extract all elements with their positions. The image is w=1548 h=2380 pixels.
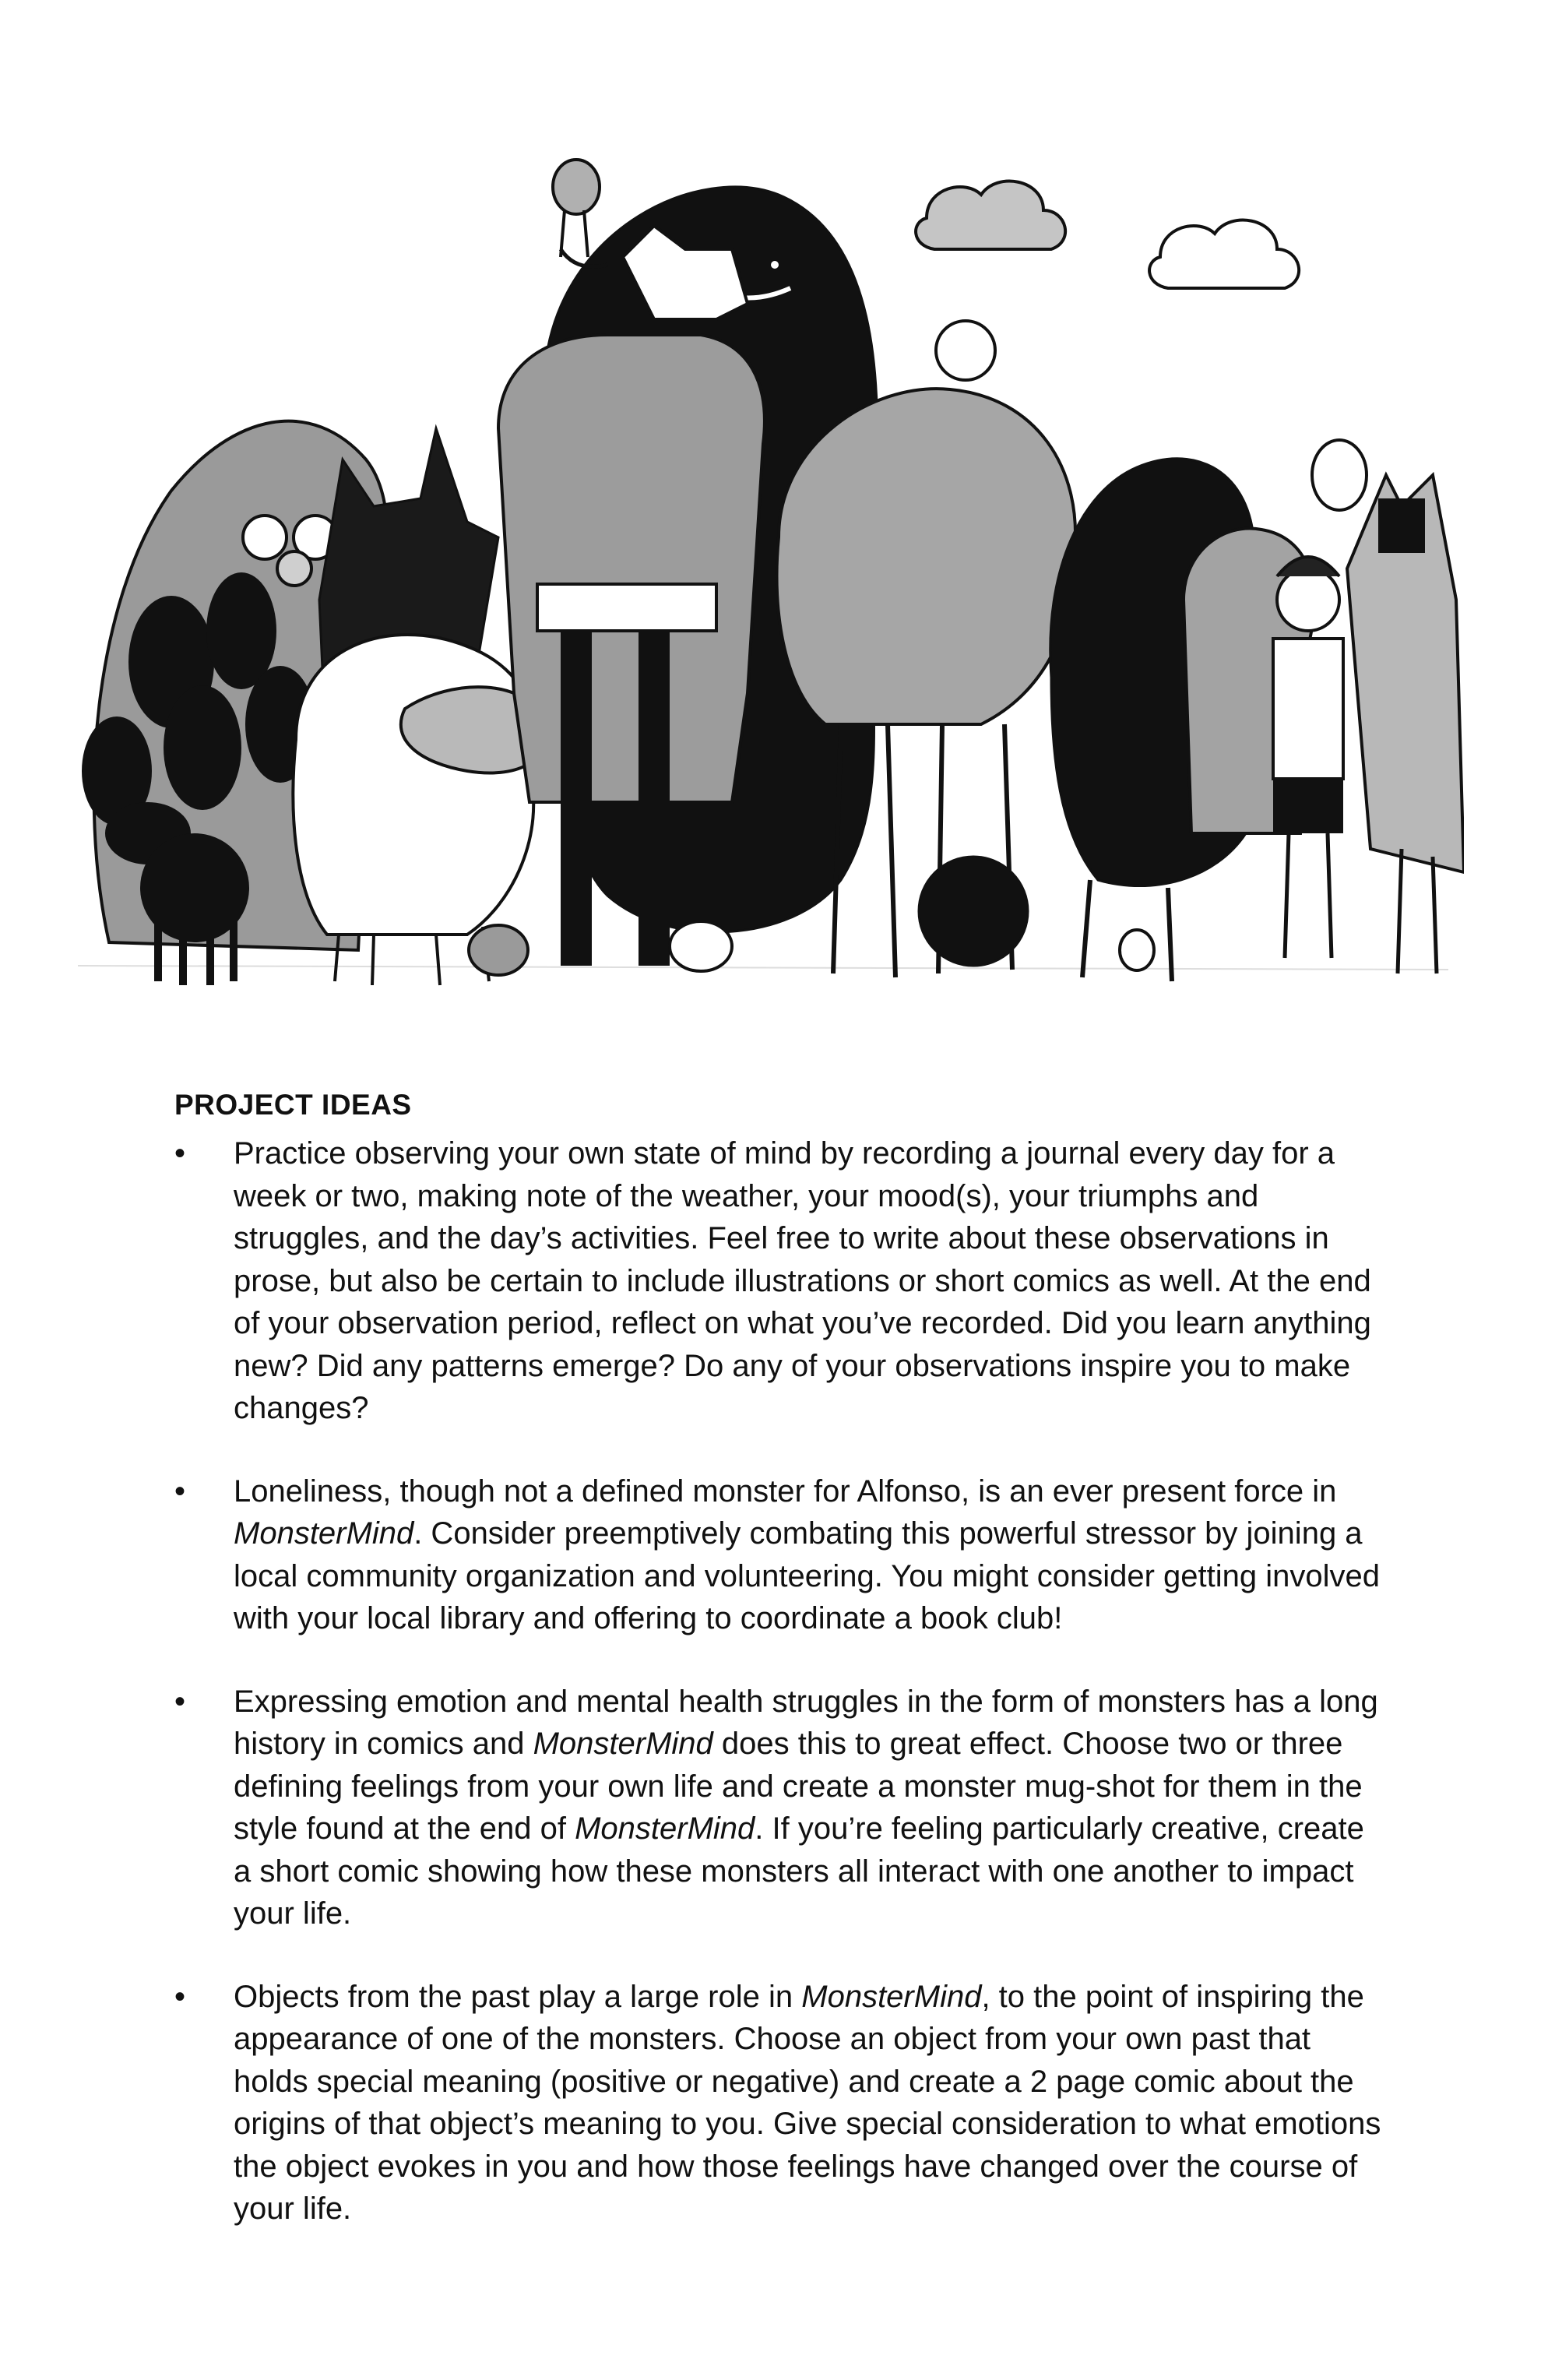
idea-4-segment-1: Objects from the past play a large role in xyxy=(234,1979,802,2014)
idea-1-segment-1: Practice observing your own state of mind by recording a journal every day for a week or two, making note of the weather, your mood(s), your triumphs and struggles, and the day’s activities. Feel free to write about these observations in prose, but also be certain to include illustrations or short comics as well. At the end of your observation period, reflect on what you’ve recorded. Did you learn anything new? Did any patterns emerge? Do any of your observations inspire you to make changes? xyxy=(234,1136,1371,1425)
idea-3-title-italic-1: MonsterMind xyxy=(533,1727,713,1761)
idea-text-2 xyxy=(234,1470,1389,1640)
monster-group-illustration xyxy=(62,132,1464,1005)
idea-2-segment-1: Loneliness, though not a defined monster for Alfonso, is an ever present force in xyxy=(234,1473,1337,1509)
cloud-creatures xyxy=(916,181,1299,288)
project-ideas-heading: PROJECT IDEAS xyxy=(174,1089,412,1121)
project-ideas-list xyxy=(174,1132,1389,2230)
project-ideas-section xyxy=(174,1083,1389,2271)
small-walker-creature xyxy=(553,160,600,257)
idea-3-title-italic-2: MonsterMind xyxy=(575,1811,755,1846)
list-item xyxy=(174,1132,1389,1430)
bullet-icon: • xyxy=(174,1473,186,1509)
bullet-icon: • xyxy=(174,1979,186,2014)
idea-3-segment-5: . If you’re feeling particularly creative, create a short comic showing how these monsters all interact with one another to impact your life. xyxy=(234,1811,1364,1931)
idea-text-4 xyxy=(234,1976,1389,2230)
idea-2-title-italic: MonsterMind xyxy=(234,1516,414,1551)
idea-text-1 xyxy=(234,1132,1389,1430)
idea-text-3 xyxy=(234,1681,1389,1935)
bearded-man-figure xyxy=(1273,557,1343,958)
list-item xyxy=(174,1976,1389,2230)
bullet-icon: • xyxy=(174,1136,186,1171)
list-item xyxy=(174,1681,1389,1935)
idea-2-segment-3: . Consider preemptively combating this powerful stressor by joining a local community organization and volunteering. You might consider getting involved with your local library and offering to coordinate a book club! xyxy=(234,1516,1381,1635)
idea-4-segment-3: , to the point of inspiring the appearance of one of the monsters. Choose an object from your own past that holds special meaning (positive or negative) and create a 2 page comic about the origins of that object’s meaning to you. Give special consideration to what emotions the object evokes in you and how those feelings have changed over the course of your life. xyxy=(234,1979,1381,2226)
idea-3-segment-1: Expressing emotion and mental health struggles in the form of monsters has a long history in comics and xyxy=(234,1684,1378,1761)
monster-group-drawing xyxy=(62,132,1464,1005)
idea-4-title-italic: MonsterMind xyxy=(801,1979,982,2014)
bullet-icon: • xyxy=(174,1684,186,1719)
list-item xyxy=(174,1470,1389,1640)
idea-3-segment-3: does this to great effect. Choose two or three defining feelings from your own life and create a monster mug-shot for them in the style found at the end of xyxy=(234,1727,1363,1846)
